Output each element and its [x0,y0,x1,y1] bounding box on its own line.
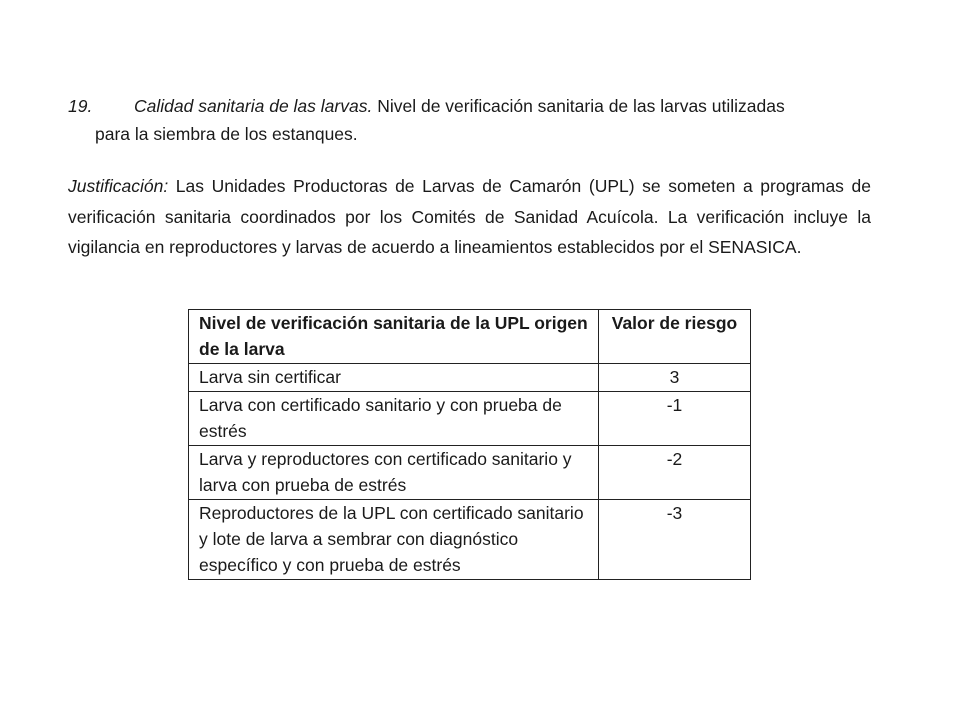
justification-paragraph [68,171,871,263]
item-text-line2: para la siembra de los estanques. [95,124,358,144]
table-row [189,500,751,580]
item-title: Calidad sanitaria de las larvas. [134,96,373,116]
criterion-item [68,92,878,148]
row-level: Reproductores de la UPL con certificado sanitario y lote de larva a sembrar con diagnóstico específico y con prueba de estrés [189,500,599,580]
justification-text: Las Unidades Productoras de Larvas de Camarón (UPL) se someten a programas de verificación sanitaria coordinados por los Comités de Sanidad Acuícola. La verificación incluye la vigilancia en reproductores y larvas de acuerdo a lineamientos establecidos por el SENASICA. [68,176,871,257]
item-text-line1: Nivel de verificación sanitaria de las larvas utilizadas [377,96,785,116]
table-row [189,392,751,446]
table-row [189,446,751,500]
row-level: Larva con certificado sanitario y con prueba de estrés [189,392,599,446]
table-row [189,364,751,392]
justification-label: Justificación: [68,176,169,196]
row-value: -3 [598,500,750,580]
header-value: Valor de riesgo [598,310,750,364]
table-header-row [189,310,751,364]
row-level: Larva sin certificar [189,364,599,392]
row-value: 3 [598,364,750,392]
item-number: 19. [68,96,93,116]
row-value: -2 [598,446,750,500]
risk-table [188,309,751,580]
header-level: Nivel de verificación sanitaria de la UPL origen de la larva [189,310,599,364]
row-value: -1 [598,392,750,446]
row-level: Larva y reproductores con certificado sanitario y larva con prueba de estrés [189,446,599,500]
